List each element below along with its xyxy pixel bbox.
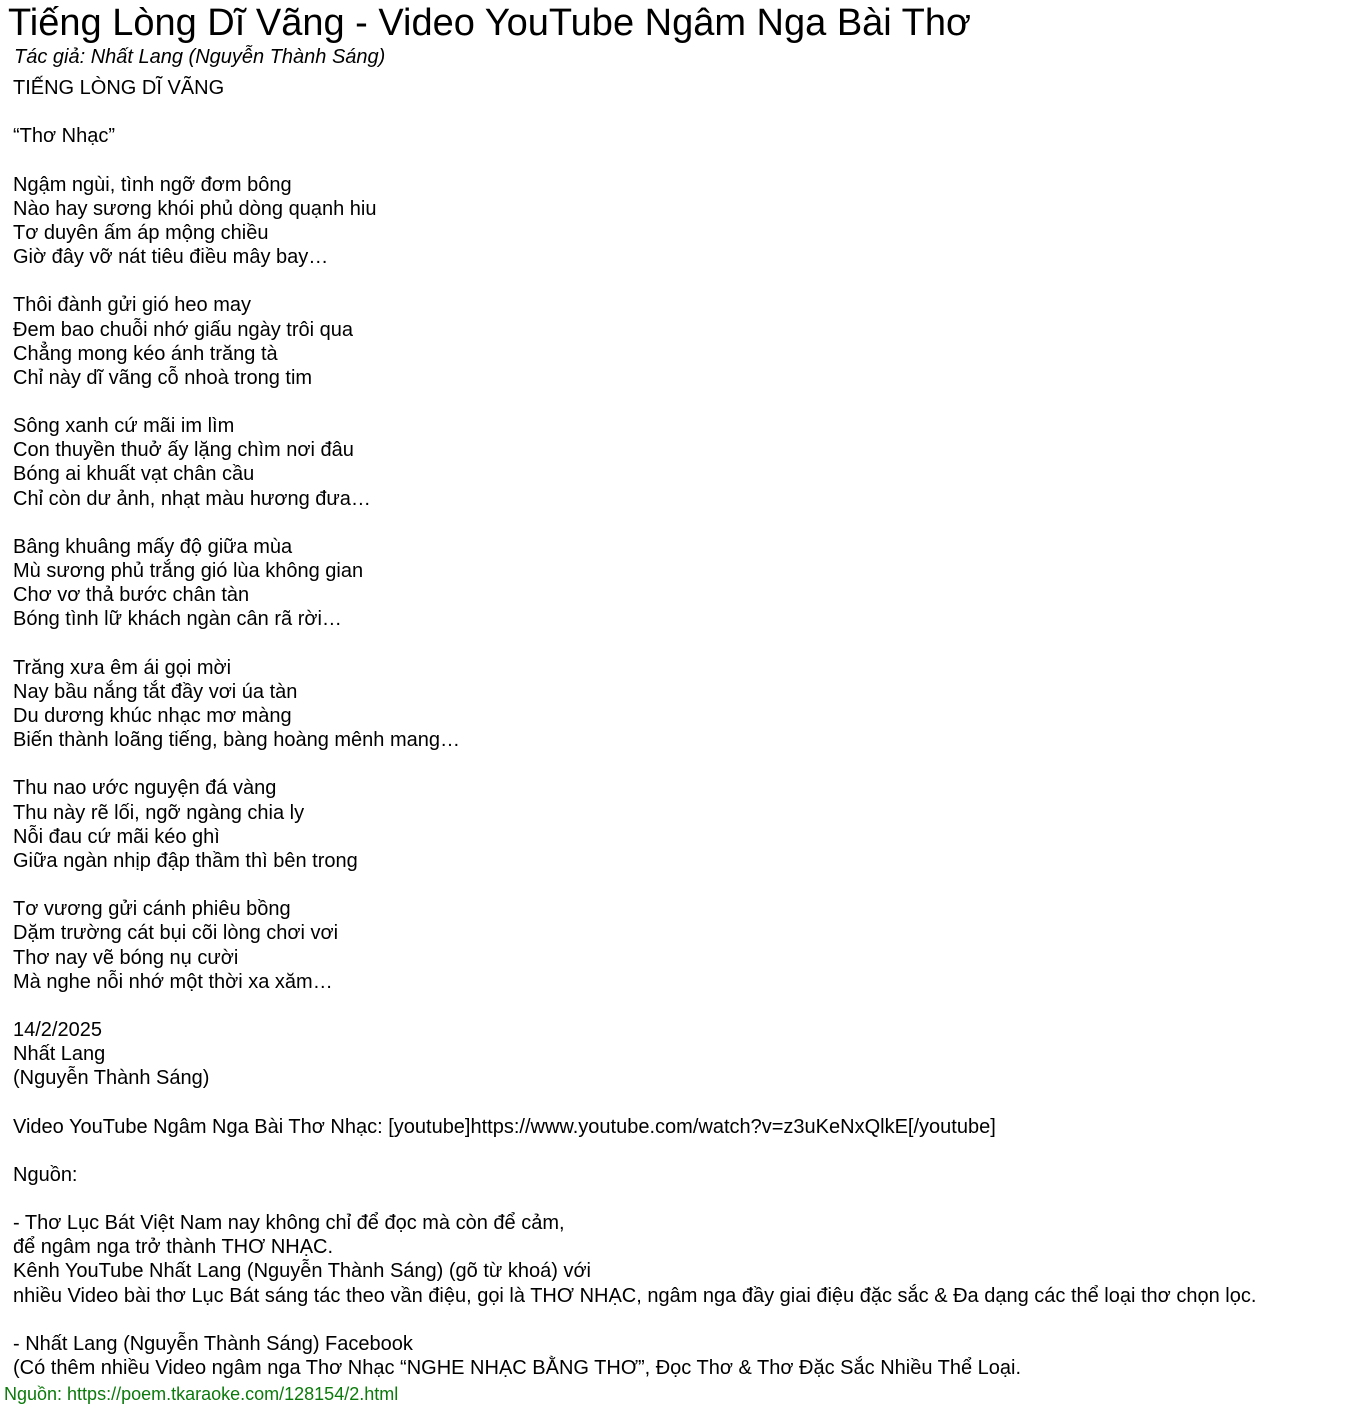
content-line: (Có thêm nhiều Video ngâm nga Thơ Nhạc “NGHE NHẠC BẰNG THƠ”, Đọc Thơ & Thơ Đặc Sắc Nhiều Thể Loại. bbox=[13, 1357, 1022, 1380]
content-line: Chẳng mong kéo ánh trăng tà bbox=[13, 342, 278, 365]
content-line: Nào hay sương khói phủ dòng quạnh hiu bbox=[13, 197, 377, 220]
content-line: để ngâm nga trở thành THƠ NHẠC. bbox=[13, 1236, 334, 1259]
content-line: - Thơ Lục Bát Việt Nam nay không chỉ để đọc mà còn để cảm, bbox=[13, 1212, 565, 1235]
content-line: Bóng tình lữ khách ngàn cân rã rời… bbox=[13, 608, 342, 631]
blank-line bbox=[13, 148, 1256, 172]
content-line: “Thơ Nhạc” bbox=[13, 125, 116, 148]
blank-line bbox=[13, 1187, 1256, 1211]
content-line: Bóng ai khuất vạt chân cầu bbox=[13, 463, 255, 486]
poem-content bbox=[13, 76, 1256, 1380]
content-line: Giữa ngàn nhịp đập thầm thì bên trong bbox=[13, 849, 358, 872]
author-line: Tác giả: Nhất Lang (Nguyễn Thành Sáng) bbox=[14, 46, 386, 68]
content-line: Dặm trường cát bụi cõi lòng chơi vơi bbox=[13, 922, 339, 945]
content-line: - Nhất Lang (Nguyễn Thành Sáng) Facebook bbox=[13, 1332, 413, 1355]
blank-line bbox=[13, 752, 1256, 776]
content-line: Con thuyền thuở ấy lặng chìm nơi đâu bbox=[13, 439, 354, 462]
content-line: Thu nao ước nguyện đá vàng bbox=[13, 777, 277, 800]
blank-line bbox=[13, 269, 1256, 293]
content-line: Ngậm ngùi, tình ngỡ đơm bông bbox=[13, 173, 292, 196]
content-line: Tơ vương gửi cánh phiêu bồng bbox=[13, 898, 291, 921]
content-line: TIẾNG LÒNG DĨ VÃNG bbox=[13, 77, 225, 99]
source-footer: Nguồn: https://poem.tkaraoke.com/128154/2.html bbox=[4, 1384, 399, 1404]
content-line: Kênh YouTube Nhất Lang (Nguyễn Thành Sáng) (gõ từ khoá) với bbox=[13, 1260, 591, 1283]
blank-line bbox=[13, 632, 1256, 656]
content-line: Giờ đây vỡ nát tiêu điều mây bay… bbox=[13, 246, 329, 269]
blank-line bbox=[13, 994, 1256, 1018]
content-line: Chơ vơ thả bước chân tàn bbox=[13, 584, 250, 607]
blank-line bbox=[13, 873, 1256, 897]
page-title: Tiếng Lòng Dĩ Vãng - Video YouTube Ngâm Nga Bài Thơ bbox=[8, 2, 971, 44]
content-line: Thu này rẽ lối, ngỡ ngàng chia ly bbox=[13, 801, 305, 824]
content-line: Biến thành loãng tiếng, bàng hoàng mênh mang… bbox=[13, 729, 461, 752]
content-line: Mà nghe nỗi nhớ một thời xa xăm… bbox=[13, 970, 333, 993]
content-line: Chỉ này dĩ vãng cỗ nhoà trong tim bbox=[13, 366, 313, 389]
content-line: Sông xanh cứ mãi im lìm bbox=[13, 415, 235, 438]
content-line: Trăng xưa êm ái gọi mời bbox=[13, 656, 232, 679]
blank-line bbox=[13, 511, 1256, 535]
blank-line bbox=[13, 1139, 1256, 1163]
content-line: Nguồn: bbox=[13, 1163, 78, 1186]
content-line: Du dương khúc nhạc mơ màng bbox=[13, 704, 292, 727]
content-line: Nhất Lang bbox=[13, 1043, 106, 1066]
content-line: Đem bao chuỗi nhớ giấu ngày trôi qua bbox=[13, 318, 353, 341]
content-line: Tơ duyên ấm áp mộng chiều bbox=[13, 221, 269, 244]
content-line: Thôi đành gửi gió heo may bbox=[13, 294, 251, 317]
content-line: Mù sương phủ trắng gió lùa không gian bbox=[13, 560, 364, 583]
blank-line bbox=[13, 100, 1256, 124]
content-line: nhiều Video bài thơ Lục Bát sáng tác theo vần điệu, gọi là THƠ NHẠC, ngâm nga đầy giai điệu đặc sắc & Đa dạng các thể loại thơ chọn lọc. bbox=[13, 1284, 1257, 1307]
content-line: Bâng khuâng mấy độ giữa mùa bbox=[13, 535, 293, 558]
blank-line bbox=[13, 1090, 1256, 1114]
blank-line bbox=[13, 390, 1256, 414]
content-line: 14/2/2025 bbox=[13, 1018, 102, 1041]
content-line: Video YouTube Ngâm Nga Bài Thơ Nhạc: [youtube]https://www.youtube.com/watch?v=z3uKeNxQlkE[/youtube] bbox=[13, 1115, 996, 1138]
content-line: Thơ nay vẽ bóng nụ cười bbox=[13, 946, 239, 969]
content-line: Nay bầu nắng tắt đầy vơi úa tàn bbox=[13, 680, 298, 703]
blank-line bbox=[13, 1308, 1256, 1332]
content-line: Nỗi đau cứ mãi kéo ghì bbox=[13, 825, 220, 848]
content-line: (Nguyễn Thành Sáng) bbox=[13, 1067, 210, 1090]
content-line: Chỉ còn dư ảnh, nhạt màu hương đưa… bbox=[13, 487, 371, 510]
